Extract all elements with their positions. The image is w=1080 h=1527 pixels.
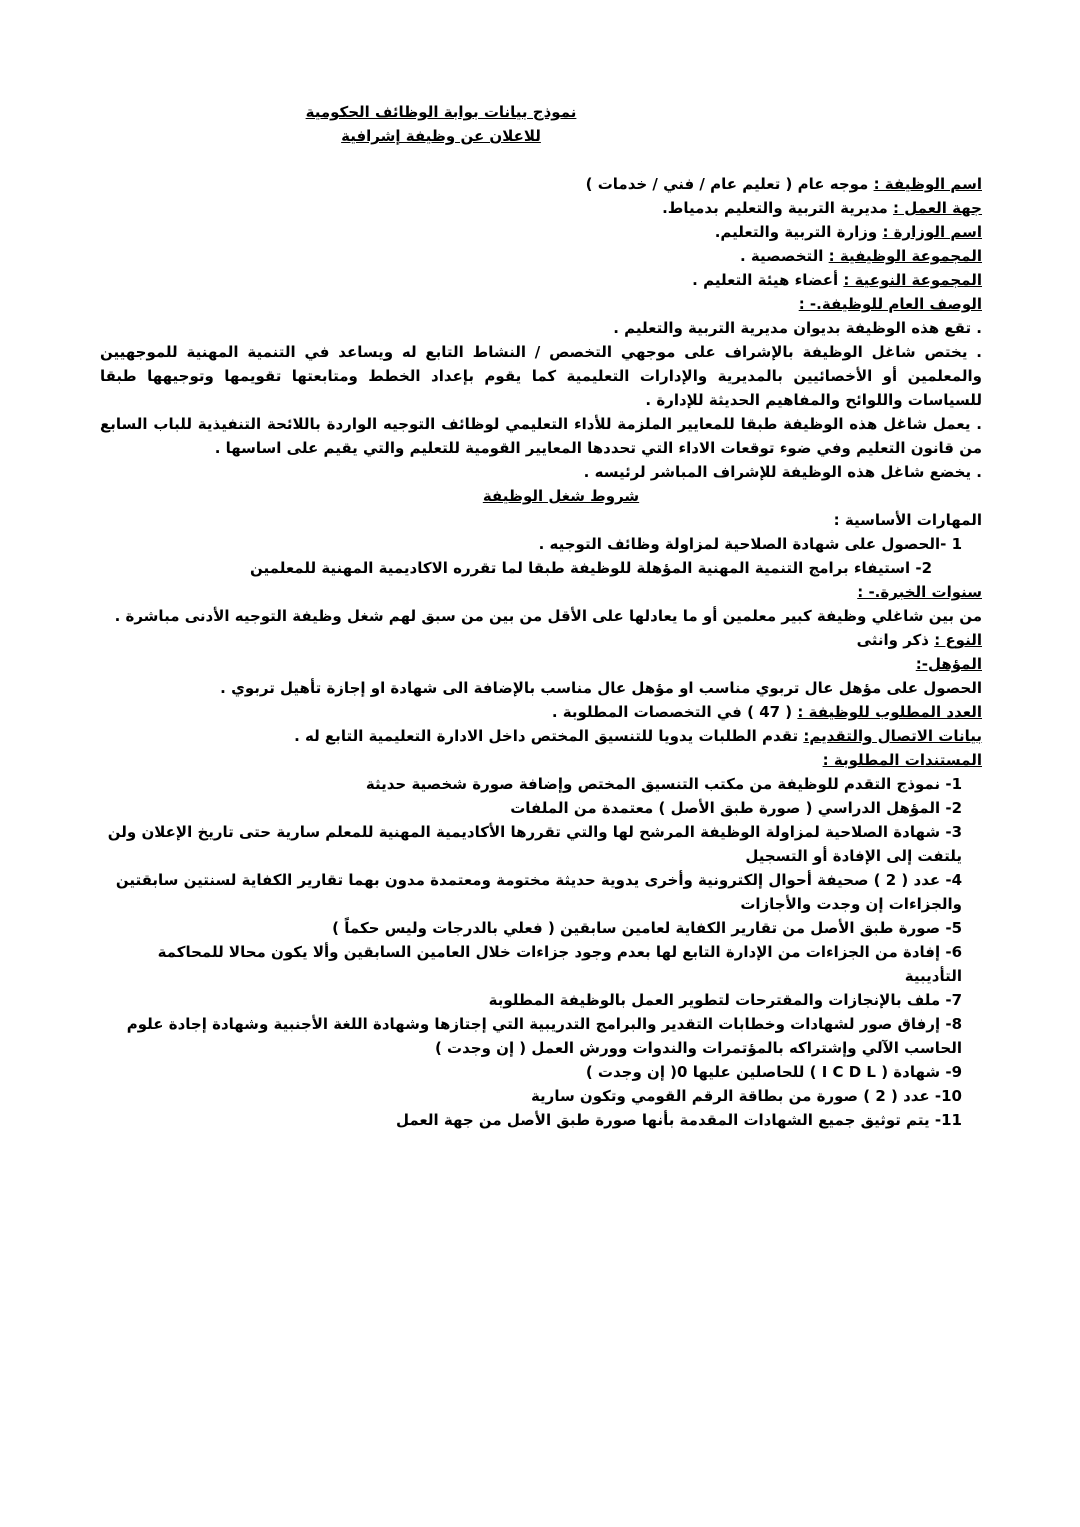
document-item: 11- يتم توثيق جميع الشهادات المقدمة بأنها صورة طبق الأصل من جهة العمل xyxy=(395,1111,962,1129)
qualification-row xyxy=(100,652,982,676)
job-name-row xyxy=(100,172,982,196)
skills-label: المهارات الأساسية : xyxy=(833,511,982,529)
general-desc-label: الوصف العام للوظيفة.- : xyxy=(798,295,982,313)
document-item: 1- نموذج التقدم للوظيفة من مكتب التنسيق المختص وإضافة صورة شخصية حديثة xyxy=(365,775,962,793)
job-group-row xyxy=(100,244,982,268)
job-group-label: المجموعة الوظيفية : xyxy=(828,247,982,265)
job-name-value: موجه عام ( تعليم عام / فني / خدمات ) xyxy=(585,175,869,193)
document-item: 7- ملف بالإنجازات والمقترحات لتطوير العمل بالوظيفة المطلوبة xyxy=(488,991,962,1009)
skill-item-1: 1 -الحصول على شهادة الصلاحية لمزاولة وظائف التوجيه . xyxy=(538,535,962,553)
quality-group-value: أعضاء هيئة التعليم . xyxy=(692,271,839,289)
count-label: العدد المطلوب للوظيفة : xyxy=(797,703,982,721)
description-paragraph-1: . تقع هذه الوظيفة بديوان مديرية التربية والتعليم . xyxy=(613,319,982,337)
experience-value: من بين شاغلي وظيفة كبير معلمين أو ما يعادلها على الأقل من بين من سبق لهم شغل وظيفة التوجيه الأدنى مباشرة . xyxy=(114,607,982,625)
document-item: 5- صورة طبق الأصل من تقارير الكفاية لعامين سابقين ( فعلي بالدرجات وليس حكماً ) xyxy=(332,919,962,937)
conditions-title: شروط شغل الوظيفة xyxy=(482,487,640,505)
documents-row xyxy=(100,748,982,772)
count-value: ( 47 ) xyxy=(747,703,793,721)
description-paragraph-3: . يعمل شاغل هذه الوظيفة طبقا للمعايير الملزمة للأداء التعليمي لوظائف التوجيه الواردة باللائحة التنفيذية للباب السابع من قانون التعليم وفي ضوء توقعات الاداء التي تحددها المعايير القومية للتعليم والتي يقيم على اساسها . xyxy=(100,415,982,457)
skills-row xyxy=(100,508,982,532)
contact-value: تقدم الطلبات يدويا للتنسيق المختص داخل الادارة التعليمية التابع له . xyxy=(294,727,799,745)
qualification-value: الحصول على مؤهل عال تربوي مناسب او مؤهل عال مناسب بالإضافة الى شهادة او إجازة تأهيل تربوي . xyxy=(220,679,982,697)
experience-row xyxy=(100,580,982,604)
contact-label: بيانات الاتصال والتقديم: xyxy=(803,727,982,745)
workplace-label: جهة العمل : xyxy=(893,199,982,217)
document-item: 6- إفادة من الجزاءات من الإدارة التابع لها بعدم وجود جزاءات خلال العامين السابقين وألا يكون محالا للمحاكمة التأديبية xyxy=(157,943,962,985)
document-item: 3- شهادة الصلاحية لمزاولة الوظيفة المرشح لها والتي تقررها الأكاديمية المهنية للمعلم سارية حتى تاريخ الإعلان ولن يلتفت إلى الإفادة أو التسجيل xyxy=(107,823,962,865)
count-row xyxy=(100,700,982,724)
document-item: 10- عدد ( 2 ) صورة من بطاقة الرقم القومي وتكون سارية xyxy=(530,1087,962,1105)
quality-group-label: المجموعة النوعية : xyxy=(843,271,982,289)
document-item: 8- إرفاق صور لشهادات وخطابات التقدير والبرامج التدريبية التي إجتازها وشهادة اللغة الأجنبية وشهادة إجادة علوم الحاسب الآلي وإشتراكه بالمؤتمرات والندوات وورش العمل ( إن وجدت ) xyxy=(126,1015,962,1057)
experience-label: سنوات الخبرة.- : xyxy=(857,583,982,601)
document-page xyxy=(100,100,982,1132)
job-name-label: اسم الوظيفة : xyxy=(873,175,982,193)
document-item: 4- عدد ( 2 ) صحيفة أحوال إلكترونية وأخرى يدوية حديثة مختومة ومعتمدة مدون بهما تقارير الكفاية لسنتين سابقتين والجزاءات إن وجدت والأجازات xyxy=(115,871,962,913)
general-desc-row xyxy=(100,292,982,316)
ministry-value: وزارة التربية والتعليم. xyxy=(714,223,878,241)
workplace-value: مديرية التربية والتعليم بدمياط. xyxy=(662,199,888,217)
contact-row xyxy=(100,724,982,748)
count-suffix: في التخصصات المطلوبة . xyxy=(551,703,742,721)
workplace-row xyxy=(100,196,982,220)
document-title: نموذج بيانات بوابة الوظائف الحكومية xyxy=(305,103,577,121)
documents-label: المستندات المطلوبة : xyxy=(822,751,982,769)
gender-label: النوع : xyxy=(934,631,982,649)
quality-group-row xyxy=(100,268,982,292)
qualification-label: المؤهل-: xyxy=(915,655,982,673)
job-group-value: التخصصية . xyxy=(740,247,824,265)
document-header xyxy=(100,100,982,148)
description-paragraph-2: . يختص شاغل الوظيفة بالإشراف على موجهي التخصص / النشاط التابع له ويساعد في التنمية المهنية للموجهيين والمعلمين أو الأخصائيين بالمديرية والإدارات التعليمية كما يقوم بإعداد الخطط ومتابعتها تقويمها وتوجيهها طبقا للسياسات واللوائح والمفاهيم الحديثة للإدارة . xyxy=(100,343,982,409)
document-item: 9- شهادة ( I C D L ) للحاصلين عليها 0( إن وجدت ) xyxy=(585,1063,962,1081)
ministry-row xyxy=(100,220,982,244)
description-paragraph-4: . يخضع شاغل هذه الوظيفة للإشراف المباشر لرئيسه . xyxy=(583,463,982,481)
ministry-label: اسم الوزارة : xyxy=(882,223,982,241)
document-subtitle: للاعلان عن وظيفة إشرافية xyxy=(341,127,541,145)
skill-item-2: 2- استيفاء برامج التنمية المهنية المؤهلة للوظيفة طبقا لما تقرره الاكاديمية المهنية للمعلمين xyxy=(250,559,932,577)
gender-value: ذكر وانثى xyxy=(856,631,929,649)
gender-row xyxy=(100,628,982,652)
document-item: 2- المؤهل الدراسي ( صورة طبق الأصل ) معتمدة من الملفات xyxy=(510,799,962,817)
documents-list xyxy=(100,772,982,1132)
